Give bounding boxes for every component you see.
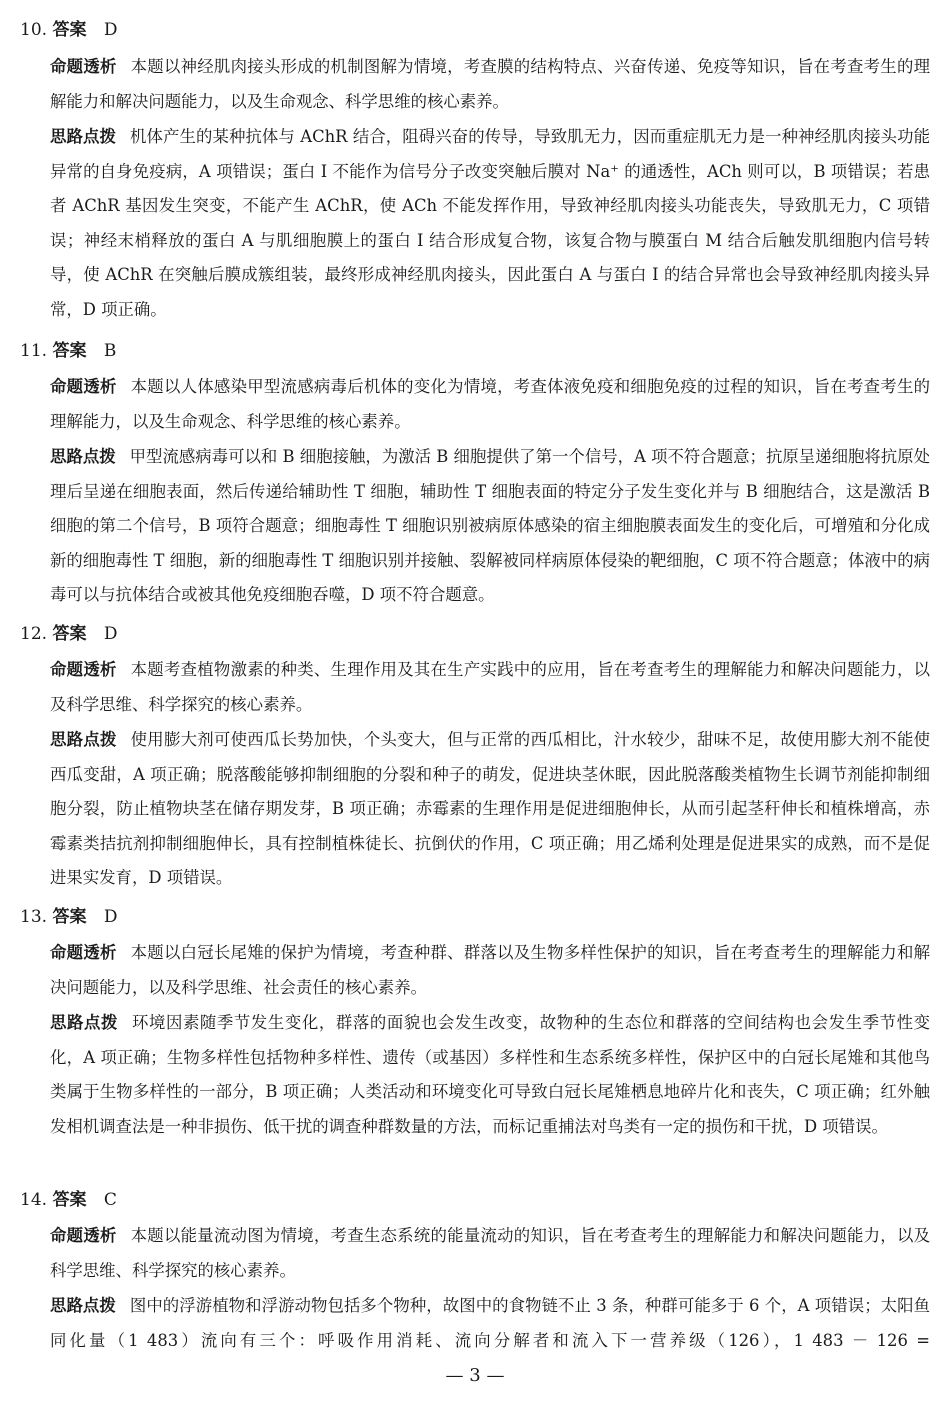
question-number: 14. [20,1190,48,1210]
answer-value: D [103,20,118,40]
intro-tag: 命题透析 [50,660,117,679]
analysis-text: 机体产生的某种抗体与 AChR 结合，阻碍兴奋的传导，导致肌无力，因而重症肌无力是一种神经肌肉接头功能异常的自身免疫病，A 项错误；蛋白 I 不能作为信号分子改变突触后膜对 Na⁺ 的通透性，ACh 则可以，B 项错误；若患者 AChR 基因发生突变，不能产生 AChR，使 ACh 不能发挥作用，导致神经肌肉接头功能丧失，导致肌无力，C 项错误；神经末梢释放的蛋白 A 与肌细胞膜上的蛋白 I 结合形成复合物，该复合物与膜蛋白 M 结合后触发肌细胞内信号转导，使 AChR 在突触后膜成簇组装，最终形成神经肌肉接头，因此蛋白 A 与蛋白 I 的结合异常也会导致神经肌肉接头异常，D 项正确。 [50,127,930,319]
intro-tag: 命题透析 [50,1226,117,1245]
question-10-intro [50,50,930,119]
intro-text: 本题以神经肌肉接头形成的机制图解为情境，考查膜的结构特点、兴奋传递、免疫等知识，旨在考查考生的理解能力和解决问题能力，以及生命观念、科学思维的核心素养。 [50,57,931,111]
analysis-text: 使用膨大剂可使西瓜长势加快，个头变大，但与正常的西瓜相比，汁水较少，甜味不足，故使用膨大剂不能使西瓜变甜，A 项正确；脱落酸能够抑制细胞的分裂和种子的萌发，促进块茎休眠，因此脱落酸类植物生长调节剂能抑制细胞分裂，防止植物块茎在储存期发芽，B 项正确；赤霉素的生理作用是促进细胞伸长，从而引起茎秆伸长和植株增高，赤霉素类拮抗剂抑制细胞伸长，具有控制植株徒长、抗倒伏的作用，C 项正确；用乙烯利处理是促进果实的成熟，而不是促进果实发育，D 项错误。 [50,730,931,888]
intro-text: 本题考查植物激素的种类、生理作用及其在生产实践中的应用，旨在考查考生的理解能力和解决问题能力，以及科学思维、科学探究的核心素养。 [50,660,931,714]
analysis-tag: 思路点拨 [50,1013,118,1032]
answer-value: B [103,341,117,361]
question-10-header [20,18,118,42]
question-13-analysis [50,1006,930,1144]
question-12-analysis [50,723,930,896]
answer-label: 答案 [52,20,87,40]
analysis-tag: 思路点拨 [50,447,116,466]
intro-text: 本题以白冠长尾雉的保护为情境，考查种群、群落以及生物多样性保护的知识，旨在考查考生的理解能力和解决问题能力，以及科学思维、社会责任的核心素养。 [50,943,931,997]
intro-tag: 命题透析 [50,57,117,76]
question-13-header [20,905,118,929]
question-number: 10. [20,20,48,40]
analysis-tag: 思路点拨 [50,1296,116,1315]
analysis-tag: 思路点拨 [50,730,117,749]
question-13-intro [50,936,930,1005]
question-12-intro [50,653,930,722]
question-14-analysis [50,1289,930,1358]
question-number: 12. [20,624,48,644]
intro-tag: 命题透析 [50,943,117,962]
question-14-header [20,1188,117,1212]
answer-label: 答案 [52,1190,87,1210]
question-14-intro [50,1219,930,1288]
question-11-header [20,339,116,363]
intro-tag: 命题透析 [50,377,117,396]
intro-text: 本题以人体感染甲型流感病毒后机体的变化为情境，考查体液免疫和细胞免疫的过程的知识，旨在考查考生的理解能力，以及生命观念、科学思维的核心素养。 [50,377,931,431]
answer-label: 答案 [52,907,87,927]
analysis-text: 环境因素随季节发生变化，群落的面貌也会发生改变，故物种的生态位和群落的空间结构也会发生季节性变化，A 项正确；生物多样性包括物种多样性、遗传（或基因）多样性和生态系统多样性，保护区中的白冠长尾雉和其他鸟类属于生物多样性的一部分，B 项正确；人类活动和环境变化可导致白冠长尾雉栖息地碎片化和丧失，C 项正确；红外触发相机调查法是一种非损伤、低干扰的调查种群数量的方法，而标记重捕法对鸟类有一定的损伤和干扰，D 项错误。 [50,1013,930,1136]
answer-label: 答案 [52,624,87,644]
page-number: — 3 — [445,1365,505,1386]
answer-value: D [103,907,118,927]
analysis-text: 图中的浮游植物和浮游动物包括多个物种，故图中的食物链不止 3 条，种群可能多于 6 个，A 项错误；太阳鱼同化量（1 483）流向有三个：呼吸作用消耗、流向分解者和流入下一营养级（126），1 483 － 126 = [50,1296,930,1350]
question-number: 13. [20,907,48,927]
question-12-header [20,622,118,646]
intro-text: 本题以能量流动图为情境，考查生态系统的能量流动的知识，旨在考查考生的理解能力和解决问题能力，以及科学思维、科学探究的核心素养。 [50,1226,931,1280]
analysis-tag: 思路点拨 [50,127,116,146]
answer-label: 答案 [52,341,87,361]
question-10-analysis [50,120,930,328]
question-number: 11. [20,341,48,361]
question-11-analysis [50,440,930,613]
question-11-intro [50,370,930,439]
answer-value: D [103,624,118,644]
analysis-text: 甲型流感病毒可以和 B 细胞接触，为激活 B 细胞提供了第一个信号，A 项不符合题意；抗原呈递细胞将抗原处理后呈递在细胞表面，然后传递给辅助性 T 细胞，辅助性 T 细胞表面的特定分子发生变化并与 B 细胞结合，这是激活 B 细胞的第二个信号，B 项符合题意；细胞毒性 T 细胞识别被病原体感染的宿主细胞膜表面发生的变化后，可增殖和分化成新的细胞毒性 T 细胞，新的细胞毒性 T 细胞识别并接触、裂解被同样病原体侵染的靶细胞，C 项不符合题意；体液中的病毒可以与抗体结合或被其他免疫细胞吞噬，D 项不符合题意。 [50,447,931,605]
answer-value: C [103,1190,117,1210]
